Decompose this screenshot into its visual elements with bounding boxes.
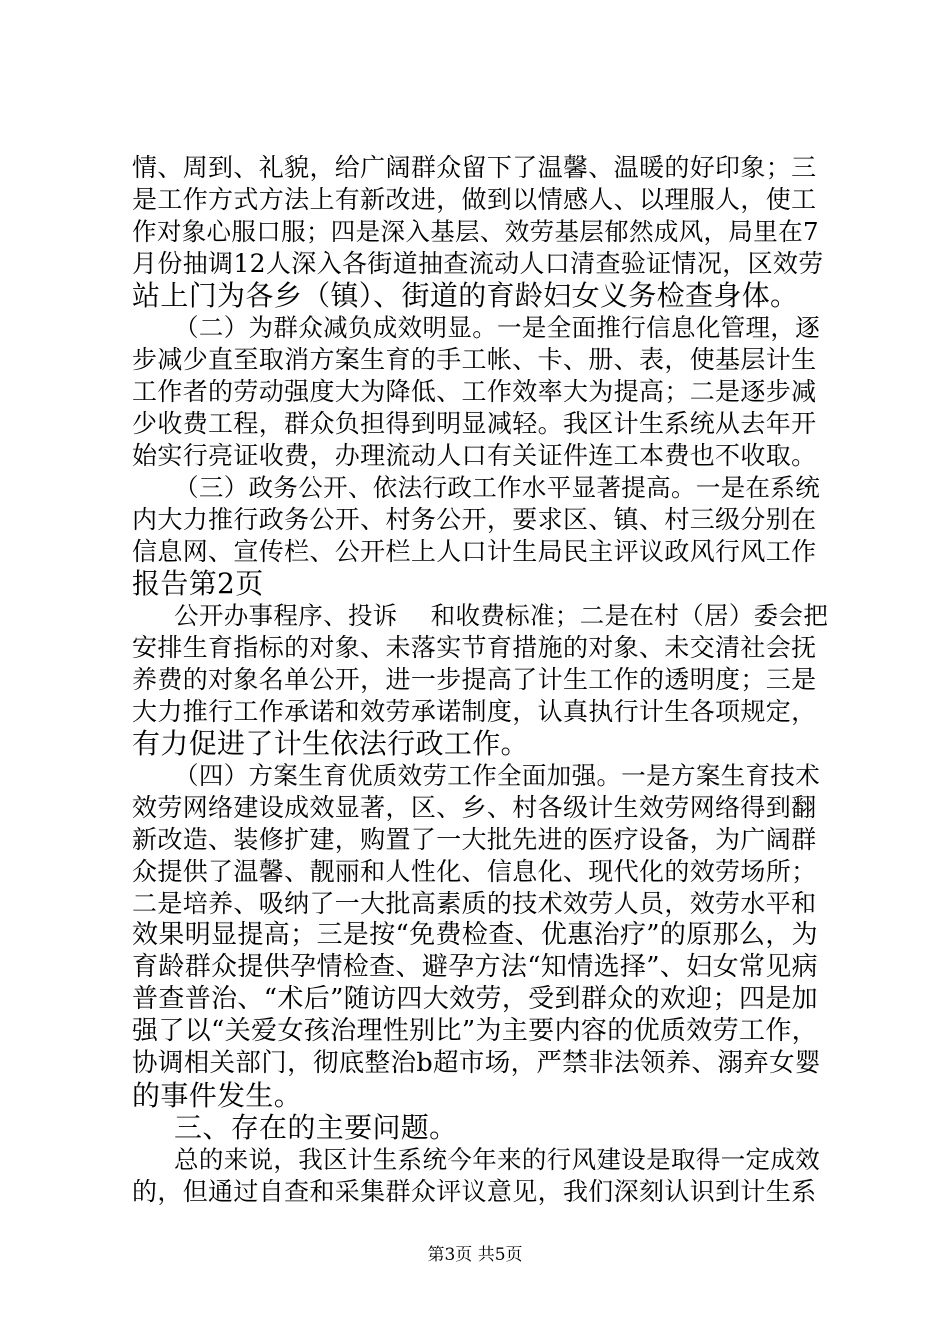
- text-line: 协调相关部门，彻底整治b超市场，严禁非法领养、溺弃女婴: [132, 1048, 821, 1078]
- paragraph-start-line: （三）政务公开、依法行政工作水平显著提高。一是在系统: [174, 473, 821, 502]
- text-line: 新改造、装修扩建，购置了一大批先进的医疗设备，为广阔群: [132, 825, 817, 854]
- section-heading: 三、存在的主要问题。: [174, 1111, 458, 1144]
- text-line: 有力促进了计生依法行政工作。: [132, 727, 529, 760]
- text-line: 大力推行工作承诺和效劳承诺制度，认真执行计生各项规定，: [132, 697, 817, 726]
- paragraph-start-line: （二）为群众减负成效明显。一是全面推行信息化管理，逐: [174, 313, 821, 342]
- text-line: 内大力推行政务公开、村务公开，要求区、镇、村三级分别在: [132, 505, 817, 534]
- text-line: 情、周到、礼貌，给广阔群众留下了温馨、温暖的好印象；三: [132, 153, 817, 182]
- text-line: 步减少直至取消方案生育的手工帐、卡、册、表，使基层计生: [132, 345, 817, 374]
- paragraph-start-line: 公开办事程序、投诉 和收费标准；二是在村（居）委会把: [174, 601, 829, 630]
- text-line: 效果明显提高；三是按“免费检查、优惠治疗”的原那么，为: [132, 920, 819, 950]
- text-line: 安排生育指标的对象、未落实节育措施的对象、未交清社会抚: [132, 633, 817, 662]
- text-line: 报告第2页: [132, 567, 264, 600]
- page-number-footer: 第3页 共5页: [427, 1245, 523, 1265]
- text-line: 的，但通过自查和采集群众评议意见，我们深刻认识到计生系: [132, 1177, 817, 1206]
- text-line: 育龄群众提供孕情检查、避孕方法“知情选择”、妇女常见病: [132, 952, 819, 982]
- text-line: 养费的对象名单公开，进一步提高了计生工作的透明度；三是: [132, 665, 817, 694]
- text-line: 效劳网络建设成效显著，区、乡、村各级计生效劳网络得到翻: [132, 793, 817, 822]
- text-line: 始实行亮证收费，办理流动人口有关证件连工本费也不收取。: [132, 441, 817, 470]
- text-line: 工作者的劳动强度大为降低、工作效率大为提高；二是逐步减: [132, 377, 817, 406]
- text-line: 的事件发生。: [132, 1079, 303, 1112]
- paragraph-start-line: 总的来说，我区计生系统今年来的行风建设是取得一定成效: [174, 1145, 821, 1174]
- text-line: 强了以“关爱女孩治理性别比”为主要内容的优质效劳工作，: [132, 1016, 819, 1046]
- text-line: 月份抽调12人深入各街道抽查流动人口清查验证情况，区效劳: [132, 249, 824, 278]
- text-line: 作对象心服口服；四是深入基层、效劳基层郁然成风，局里在7: [132, 217, 819, 246]
- text-line: 站上门为各乡（镇）、街道的育龄妇女义务检查身体。: [132, 279, 799, 312]
- text-line: 二是培养、吸纳了一大批高素质的技术效劳人员，效劳水平和: [132, 889, 817, 918]
- paragraph-start-line: （四）方案生育优质效劳工作全面加强。一是方案生育技术: [174, 761, 821, 790]
- text-line: 众提供了温馨、靓丽和人性化、信息化、现代化的效劳场所；: [132, 857, 817, 886]
- text-line: 是工作方式方法上有新改进，做到以情感人、以理服人，使工: [132, 185, 817, 214]
- text-line: 少收费工程，群众负担得到明显减轻。我区计生系统从去年开: [132, 409, 817, 438]
- text-line: 信息网、宣传栏、公开栏上人口计生局民主评议政风行风工作: [132, 537, 817, 566]
- text-line: 普查普治、“术后”随访四大效劳，受到群众的欢迎；四是加: [132, 984, 819, 1014]
